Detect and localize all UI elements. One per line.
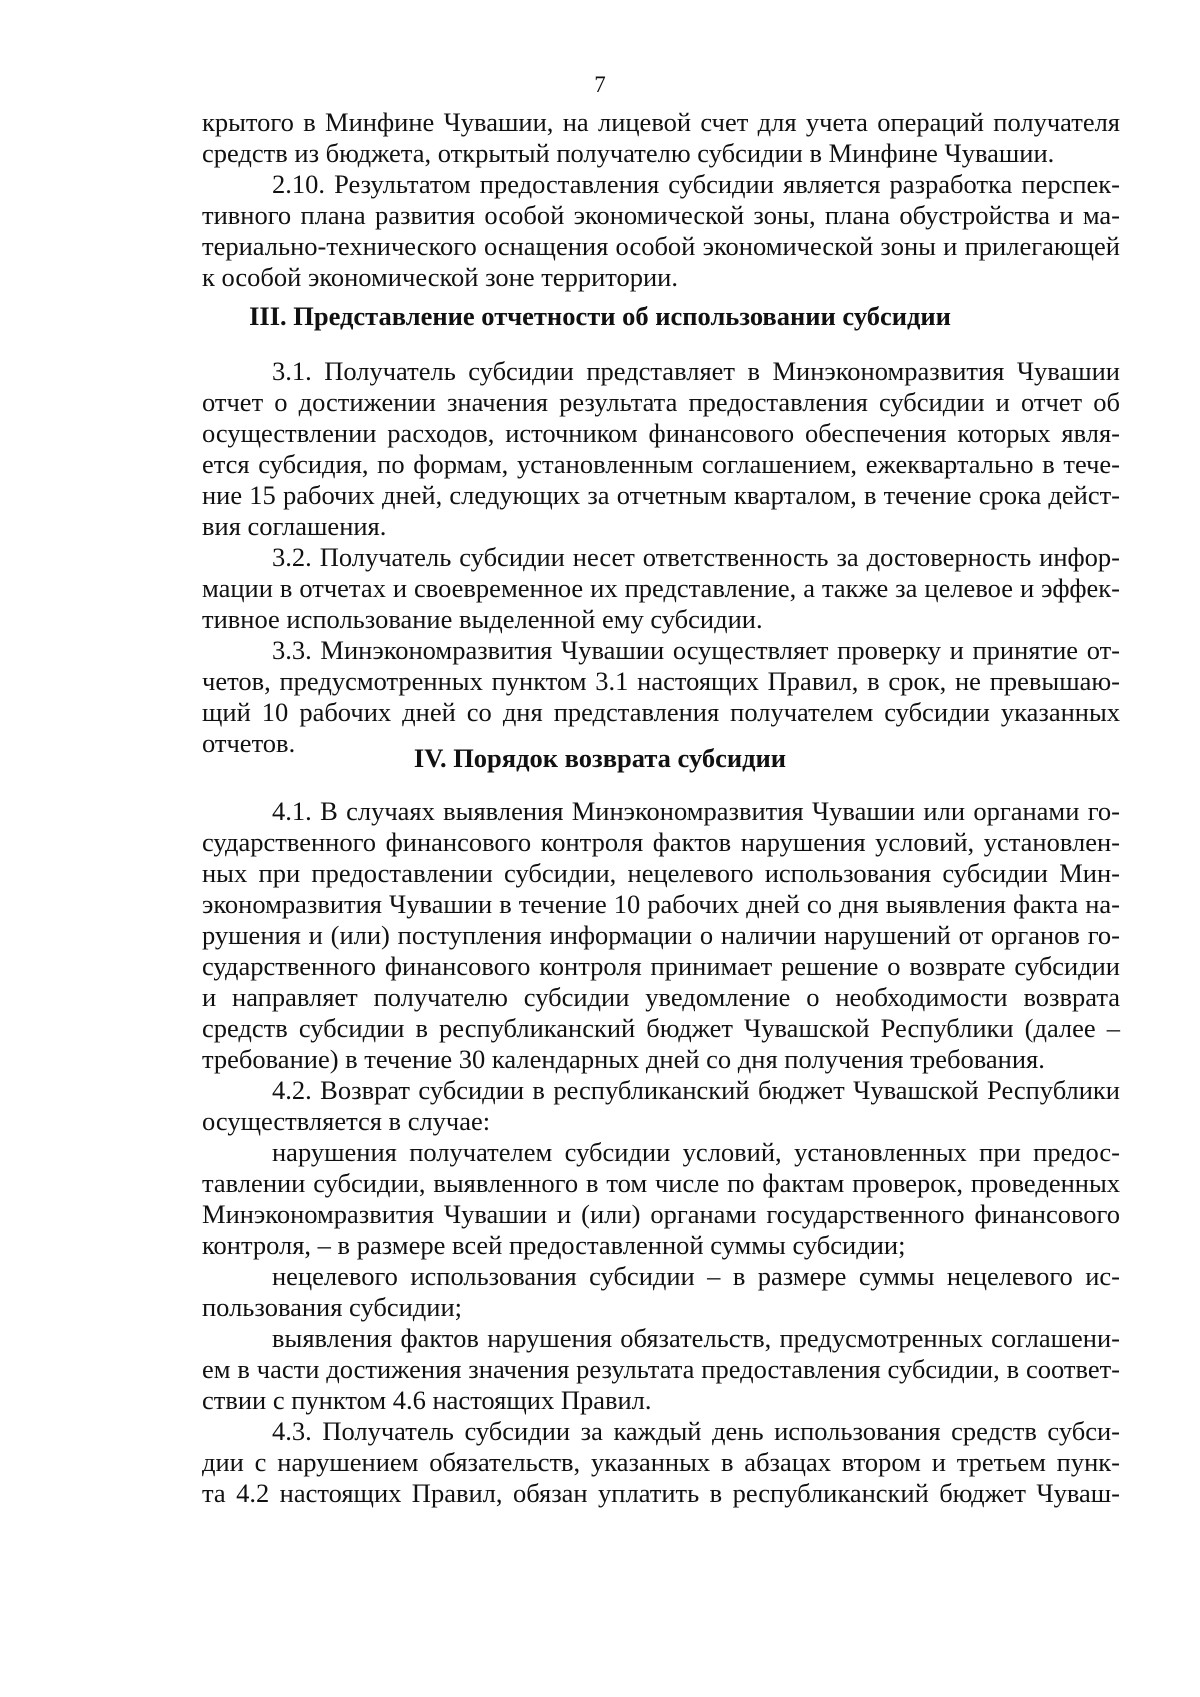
text-line: 3.1. Получатель субсидии представляет в Минэкономразвития Чувашии (272, 356, 1120, 386)
text-line: 3.2. Получатель субсидии несет ответственность за достоверность инфор- (272, 542, 1120, 572)
section4-body (202, 796, 1120, 1509)
text-line: нецелевого использования субсидии – в размере суммы нецелевого ис- (272, 1261, 1120, 1291)
text-line: Минэкономразвития Чувашии и (или) органами государственного финансового (202, 1199, 1120, 1229)
text-line: осуществлении расходов, источником финансового обеспечения которых явля- (202, 418, 1120, 448)
text-line: тивного плана развития особой экономической зоны, плана обустройства и ма- (202, 200, 1120, 230)
text-line: ем в части достижения значения результата предоставления субсидии, в соответ- (202, 1354, 1120, 1384)
text-line: контроля, – в размере всей предоставленной суммы субсидии; (202, 1230, 906, 1260)
section2-continuation (202, 107, 1120, 293)
text-line: крытого в Минфине Чувашии, на лицевой счет для учета операций получателя (202, 107, 1120, 137)
text-line: ется субсидия, по формам, установленным соглашением, ежеквартально в тече- (202, 449, 1120, 479)
text-line: 4.1. В случаях выявления Минэкономразвития Чувашии или органами го- (272, 796, 1120, 826)
text-line: та 4.2 настоящих Правил, обязан уплатить в республиканский бюджет Чуваш- (202, 1478, 1120, 1508)
text-line: средств из бюджета, открытый получателю субсидии в Минфине Чувашии. (202, 138, 1055, 168)
text-line: осуществляется в случае: (202, 1106, 491, 1136)
page-number: 7 (594, 72, 606, 97)
text-line: средств субсидии в республиканский бюджет Чувашской Республики (далее – (202, 1013, 1120, 1043)
text-line: и направляет получателю субсидии уведомление о необходимости возврата (202, 982, 1120, 1012)
text-line: тивное использование выделенной ему субсидии. (202, 604, 763, 634)
text-line: сударственного финансового контроля принимает решение о возврате субсидии (202, 951, 1120, 981)
section3-body (202, 356, 1120, 759)
text-line: пользования субсидии; (202, 1292, 463, 1322)
text-line: щий 10 рабочих дней со дня представления получателем субсидии указанных (202, 697, 1120, 727)
text-line: тавлении субсидии, выявленного в том числе по фактам проверок, проведенных (202, 1168, 1120, 1198)
text-line: дии с нарушением обязательств, указанных в абзацах втором и третьем пунк- (202, 1447, 1120, 1477)
text-line: четов, предусмотренных пунктом 3.1 настоящих Правил, в срок, не превышаю- (202, 666, 1120, 696)
text-line: 4.3. Получатель субсидии за каждый день использования средств субси- (272, 1416, 1120, 1446)
text-line: 4.2. Возврат субсидии в республиканский бюджет Чувашской Республики (272, 1075, 1120, 1105)
text-line: экономразвития Чувашии в течение 10 рабочих дней со дня выявления факта на- (202, 889, 1120, 919)
text-line: отчет о достижении значения результата предоставления субсидии и отчет об (202, 387, 1120, 417)
text-line: к особой экономической зоне территории. (202, 262, 678, 292)
text-line: сударственного финансового контроля фактов нарушения условий, установлен- (202, 827, 1120, 857)
text-line: выявления фактов нарушения обязательств, предусмотренных соглашени- (272, 1323, 1120, 1353)
text-line: мации в отчетах и своевременное их представление, а также за целевое и эффек- (202, 573, 1120, 603)
text-line: 3.3. Минэкономразвития Чувашии осуществляет проверку и принятие от- (272, 635, 1120, 665)
text-line: рушения и (или) поступления информации о наличии нарушений от органов го- (202, 920, 1120, 950)
text-line: ние 15 рабочих дней, следующих за отчетным кварталом, в течение срока дейст- (202, 480, 1120, 510)
text-line: вия соглашения. (202, 511, 387, 541)
text-line: ных при предоставлении субсидии, нецелевого использования субсидии Мин- (202, 858, 1120, 888)
text-line: отчетов. (202, 728, 296, 758)
text-line: требование) в течение 30 календарных дней со дня получения требования. (202, 1044, 1045, 1074)
text-line: нарушения получателем субсидии условий, установленных при предос- (272, 1137, 1120, 1167)
section4-heading: IV. Порядок возврата субсидии (413, 743, 787, 773)
text-line: ствии с пунктом 4.6 настоящих Правил. (202, 1385, 652, 1415)
section3-heading: III. Представление отчетности об использовании субсидии (249, 301, 951, 331)
text-line: 2.10. Результатом предоставления субсидии является разработка перспек- (272, 169, 1120, 199)
text-line: териально-технического оснащения особой экономической зоны и прилегающей (202, 231, 1120, 261)
